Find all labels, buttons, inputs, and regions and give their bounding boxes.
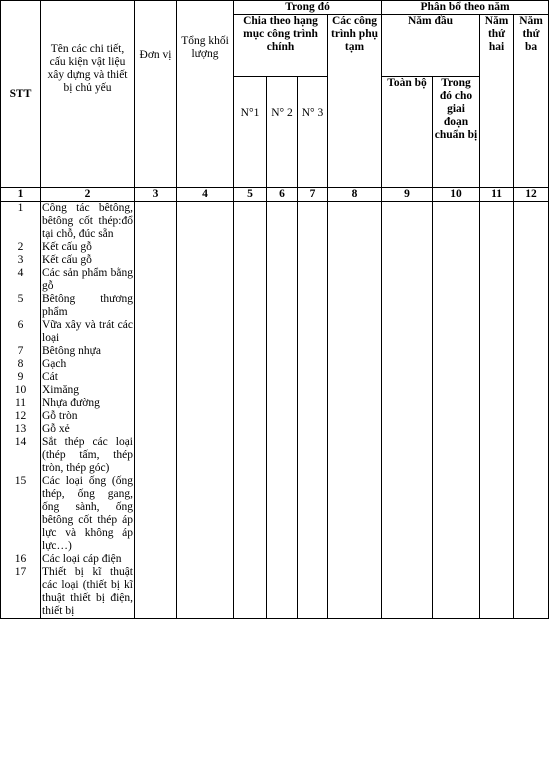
row-item-text: Sắt thép các loại (thép tấm, thép tròn, thép góc) <box>42 436 133 474</box>
empty-cell <box>267 345 298 358</box>
empty-cell <box>433 384 480 397</box>
empty-cell <box>234 436 267 475</box>
row-stt: 6 <box>1 319 41 345</box>
empty-cell <box>328 553 382 566</box>
empty-cell <box>480 293 514 319</box>
column-number: 9 <box>382 188 433 202</box>
table-row <box>1 371 549 384</box>
column-number: 4 <box>177 188 234 202</box>
empty-cell <box>298 566 328 619</box>
empty-cell <box>298 436 328 475</box>
column-number: 8 <box>328 188 382 202</box>
row-item-name <box>41 410 135 423</box>
column-number: 10 <box>433 188 480 202</box>
header-no1: N°1 <box>234 77 267 188</box>
empty-cell <box>177 397 234 410</box>
empty-cell <box>234 475 267 553</box>
empty-cell <box>382 202 433 242</box>
empty-cell <box>177 436 234 475</box>
empty-cell <box>514 358 549 371</box>
empty-cell <box>234 358 267 371</box>
table-row <box>1 397 549 410</box>
empty-cell <box>382 254 433 267</box>
empty-cell <box>177 241 234 254</box>
empty-cell <box>135 397 177 410</box>
empty-cell <box>328 397 382 410</box>
row-item-text: Bêtông nhựa <box>42 345 101 357</box>
empty-cell <box>267 358 298 371</box>
empty-cell <box>328 202 382 242</box>
empty-cell <box>177 475 234 553</box>
empty-cell <box>177 202 234 242</box>
column-number-row <box>1 188 549 202</box>
empty-cell <box>177 267 234 293</box>
empty-cell <box>514 423 549 436</box>
empty-cell <box>480 384 514 397</box>
empty-cell <box>234 267 267 293</box>
empty-cell <box>267 267 298 293</box>
empty-cell <box>433 553 480 566</box>
empty-cell <box>298 319 328 345</box>
empty-cell <box>135 241 177 254</box>
row-item-name <box>41 423 135 436</box>
empty-cell <box>514 397 549 410</box>
column-number: 1 <box>1 188 41 202</box>
empty-cell <box>433 254 480 267</box>
empty-cell <box>298 397 328 410</box>
row-stt: 17 <box>1 566 41 619</box>
empty-cell <box>298 553 328 566</box>
empty-cell <box>234 553 267 566</box>
empty-cell <box>480 397 514 410</box>
row-item-name <box>41 254 135 267</box>
header-first-total: Toàn bộ <box>382 77 433 188</box>
empty-cell <box>382 241 433 254</box>
row-item-name <box>41 566 135 619</box>
table-row <box>1 293 549 319</box>
empty-cell <box>480 267 514 293</box>
empty-cell <box>480 202 514 242</box>
empty-cell <box>480 553 514 566</box>
empty-cell <box>382 553 433 566</box>
header-stt: STT <box>1 1 41 188</box>
header-no3: N° 3 <box>298 77 328 188</box>
empty-cell <box>382 410 433 423</box>
row-stt: 2 <box>1 241 41 254</box>
empty-cell <box>328 345 382 358</box>
empty-cell <box>267 436 298 475</box>
header-third-year: Năm thứ ba <box>514 15 549 188</box>
row-item-text: Gỗ tròn <box>42 410 78 422</box>
empty-cell <box>328 436 382 475</box>
empty-cell <box>234 397 267 410</box>
empty-cell <box>135 566 177 619</box>
row-item-name <box>41 241 135 254</box>
row-item-name <box>41 553 135 566</box>
empty-cell <box>298 384 328 397</box>
empty-cell <box>298 241 328 254</box>
table-row <box>1 553 549 566</box>
empty-cell <box>433 371 480 384</box>
empty-cell <box>328 319 382 345</box>
row-item-name <box>41 267 135 293</box>
empty-cell <box>433 423 480 436</box>
table-row <box>1 254 549 267</box>
empty-cell <box>267 293 298 319</box>
empty-cell <box>480 410 514 423</box>
empty-cell <box>433 436 480 475</box>
empty-cell <box>514 371 549 384</box>
empty-cell <box>514 319 549 345</box>
empty-cell <box>328 384 382 397</box>
empty-cell <box>135 202 177 242</box>
row-item-text: Kết cấu gỗ <box>42 241 92 253</box>
empty-cell <box>382 475 433 553</box>
empty-cell <box>433 475 480 553</box>
row-item-text: Các loại ống (ống thép, ống gang, ống sành, ống bêtông cốt thép áp lực và không áp lực…) <box>42 475 133 552</box>
empty-cell <box>267 397 298 410</box>
row-item-name <box>41 397 135 410</box>
empty-cell <box>234 410 267 423</box>
empty-cell <box>267 423 298 436</box>
empty-cell <box>135 358 177 371</box>
empty-cell <box>177 319 234 345</box>
row-item-text: Bêtông thương phẩm <box>42 293 133 318</box>
row-stt: 11 <box>1 397 41 410</box>
row-stt: 13 <box>1 423 41 436</box>
empty-cell <box>177 293 234 319</box>
empty-cell <box>234 254 267 267</box>
empty-cell <box>135 371 177 384</box>
table-row <box>1 410 549 423</box>
empty-cell <box>135 254 177 267</box>
table-row <box>1 566 549 619</box>
empty-cell <box>480 345 514 358</box>
empty-cell <box>433 267 480 293</box>
empty-cell <box>267 475 298 553</box>
table-row <box>1 423 549 436</box>
empty-cell <box>135 423 177 436</box>
empty-cell <box>234 293 267 319</box>
empty-cell <box>480 241 514 254</box>
header-annual-allocation: Phân bổ theo năm <box>382 1 549 15</box>
header-total: Tổng khối lượng <box>177 1 234 188</box>
empty-cell <box>177 371 234 384</box>
table-row <box>1 319 549 345</box>
empty-cell <box>135 345 177 358</box>
row-stt: 3 <box>1 254 41 267</box>
empty-cell <box>135 293 177 319</box>
empty-cell <box>382 397 433 410</box>
empty-cell <box>177 553 234 566</box>
empty-cell <box>298 410 328 423</box>
empty-cell <box>177 254 234 267</box>
row-stt: 16 <box>1 553 41 566</box>
column-number: 5 <box>234 188 267 202</box>
empty-cell <box>328 423 382 436</box>
table-row <box>1 384 549 397</box>
row-item-name <box>41 202 135 242</box>
row-item-text: Thiết bị kĩ thuật các loại (thiết bị kĩ thuật thiết bị điện, thiết bị <box>42 566 133 617</box>
empty-cell <box>480 475 514 553</box>
empty-cell <box>382 423 433 436</box>
header-auxiliary: Các công trình phụ tạm <box>328 15 382 188</box>
empty-cell <box>234 202 267 242</box>
empty-cell <box>298 475 328 553</box>
empty-cell <box>298 358 328 371</box>
empty-cell <box>298 345 328 358</box>
empty-cell <box>267 384 298 397</box>
row-stt: 9 <box>1 371 41 384</box>
row-item-text: Ximăng <box>42 384 80 396</box>
empty-cell <box>267 566 298 619</box>
column-number: 2 <box>41 188 135 202</box>
empty-cell <box>298 267 328 293</box>
column-number: 7 <box>298 188 328 202</box>
empty-cell <box>514 345 549 358</box>
empty-cell <box>177 358 234 371</box>
empty-cell <box>298 293 328 319</box>
empty-cell <box>514 241 549 254</box>
empty-cell <box>328 241 382 254</box>
row-stt: 10 <box>1 384 41 397</box>
row-item-text: Vữa xây và trát các loại <box>42 319 133 344</box>
empty-cell <box>433 566 480 619</box>
empty-cell <box>328 566 382 619</box>
empty-cell <box>433 345 480 358</box>
column-number: 3 <box>135 188 177 202</box>
empty-cell <box>480 371 514 384</box>
empty-cell <box>382 267 433 293</box>
empty-cell <box>135 319 177 345</box>
row-item-name <box>41 436 135 475</box>
row-item-text: Gỗ xẻ <box>42 423 70 435</box>
row-item-text: Các sản phẩm bằng gỗ <box>42 267 133 292</box>
row-stt: 8 <box>1 358 41 371</box>
empty-cell <box>234 566 267 619</box>
header-first-year: Năm đầu <box>382 15 480 77</box>
table-row <box>1 358 549 371</box>
empty-cell <box>433 241 480 254</box>
row-item-name <box>41 384 135 397</box>
empty-cell <box>480 566 514 619</box>
empty-cell <box>267 553 298 566</box>
table-row <box>1 241 549 254</box>
empty-cell <box>298 371 328 384</box>
table-row <box>1 267 549 293</box>
row-item-name <box>41 358 135 371</box>
empty-cell <box>382 319 433 345</box>
row-item-name <box>41 371 135 384</box>
empty-cell <box>433 202 480 242</box>
empty-cell <box>328 371 382 384</box>
empty-cell <box>234 241 267 254</box>
empty-cell <box>177 345 234 358</box>
empty-cell <box>267 319 298 345</box>
row-stt: 4 <box>1 267 41 293</box>
header-first-prep: Trong đó cho giai đoạn chuẩn bị <box>433 77 480 188</box>
empty-cell <box>267 410 298 423</box>
empty-cell <box>328 293 382 319</box>
empty-cell <box>433 410 480 423</box>
empty-cell <box>328 410 382 423</box>
empty-cell <box>382 384 433 397</box>
empty-cell <box>514 202 549 242</box>
row-item-text: Nhựa đường <box>42 397 100 409</box>
empty-cell <box>135 436 177 475</box>
empty-cell <box>267 241 298 254</box>
empty-cell <box>298 202 328 242</box>
header-second-year: Năm thứ hai <box>480 15 514 188</box>
row-stt: 15 <box>1 475 41 553</box>
header-item-name: Tên các chi tiết, cấu kiện vật liệu xây dựng và thiết bị chủ yếu <box>41 1 135 188</box>
empty-cell <box>298 423 328 436</box>
empty-cell <box>480 436 514 475</box>
row-stt: 12 <box>1 410 41 423</box>
empty-cell <box>135 267 177 293</box>
header-by-main-works: Chia theo hạng mục công trình chính <box>234 15 328 77</box>
table-row <box>1 436 549 475</box>
empty-cell <box>177 423 234 436</box>
empty-cell <box>433 319 480 345</box>
empty-cell <box>135 410 177 423</box>
empty-cell <box>135 475 177 553</box>
column-number: 12 <box>514 188 549 202</box>
row-item-name <box>41 345 135 358</box>
row-item-name <box>41 475 135 553</box>
empty-cell <box>135 553 177 566</box>
table-row <box>1 202 549 242</box>
empty-cell <box>514 384 549 397</box>
header-in-which: Trong đó <box>234 1 382 15</box>
header-unit: Đơn vị <box>135 1 177 188</box>
empty-cell <box>177 566 234 619</box>
empty-cell <box>433 358 480 371</box>
empty-cell <box>514 566 549 619</box>
empty-cell <box>234 384 267 397</box>
row-stt: 1 <box>1 202 41 242</box>
empty-cell <box>234 345 267 358</box>
empty-cell <box>298 254 328 267</box>
row-item-text: Kết cấu gỗ <box>42 254 92 266</box>
empty-cell <box>177 410 234 423</box>
empty-cell <box>514 553 549 566</box>
column-number: 6 <box>267 188 298 202</box>
empty-cell <box>514 254 549 267</box>
empty-cell <box>234 423 267 436</box>
row-stt: 7 <box>1 345 41 358</box>
empty-cell <box>433 397 480 410</box>
empty-cell <box>328 254 382 267</box>
empty-cell <box>328 475 382 553</box>
row-item-text: Cát <box>42 371 58 383</box>
empty-cell <box>514 267 549 293</box>
empty-cell <box>177 384 234 397</box>
empty-cell <box>480 319 514 345</box>
row-stt: 14 <box>1 436 41 475</box>
empty-cell <box>514 410 549 423</box>
header-no2: N° 2 <box>267 77 298 188</box>
row-stt: 5 <box>1 293 41 319</box>
empty-cell <box>382 566 433 619</box>
empty-cell <box>382 345 433 358</box>
column-number: 11 <box>480 188 514 202</box>
row-item-name <box>41 319 135 345</box>
empty-cell <box>514 293 549 319</box>
row-item-text: Gạch <box>42 358 67 370</box>
table-row <box>1 345 549 358</box>
empty-cell <box>382 293 433 319</box>
empty-cell <box>514 436 549 475</box>
empty-cell <box>433 293 480 319</box>
row-item-text: Các loại cáp điện <box>42 553 122 565</box>
empty-cell <box>480 358 514 371</box>
empty-cell <box>234 371 267 384</box>
empty-cell <box>267 202 298 242</box>
empty-cell <box>480 423 514 436</box>
empty-cell <box>514 475 549 553</box>
empty-cell <box>382 371 433 384</box>
empty-cell <box>135 384 177 397</box>
empty-cell <box>382 436 433 475</box>
row-item-name <box>41 293 135 319</box>
empty-cell <box>382 358 433 371</box>
empty-cell <box>267 371 298 384</box>
table-row <box>1 475 549 553</box>
empty-cell <box>267 254 298 267</box>
empty-cell <box>480 254 514 267</box>
empty-cell <box>328 358 382 371</box>
row-item-text: Công tác bêtông, bêtông cốt thép:đổ tại chỗ, đúc sẵn <box>42 202 133 240</box>
empty-cell <box>234 319 267 345</box>
empty-cell <box>328 267 382 293</box>
